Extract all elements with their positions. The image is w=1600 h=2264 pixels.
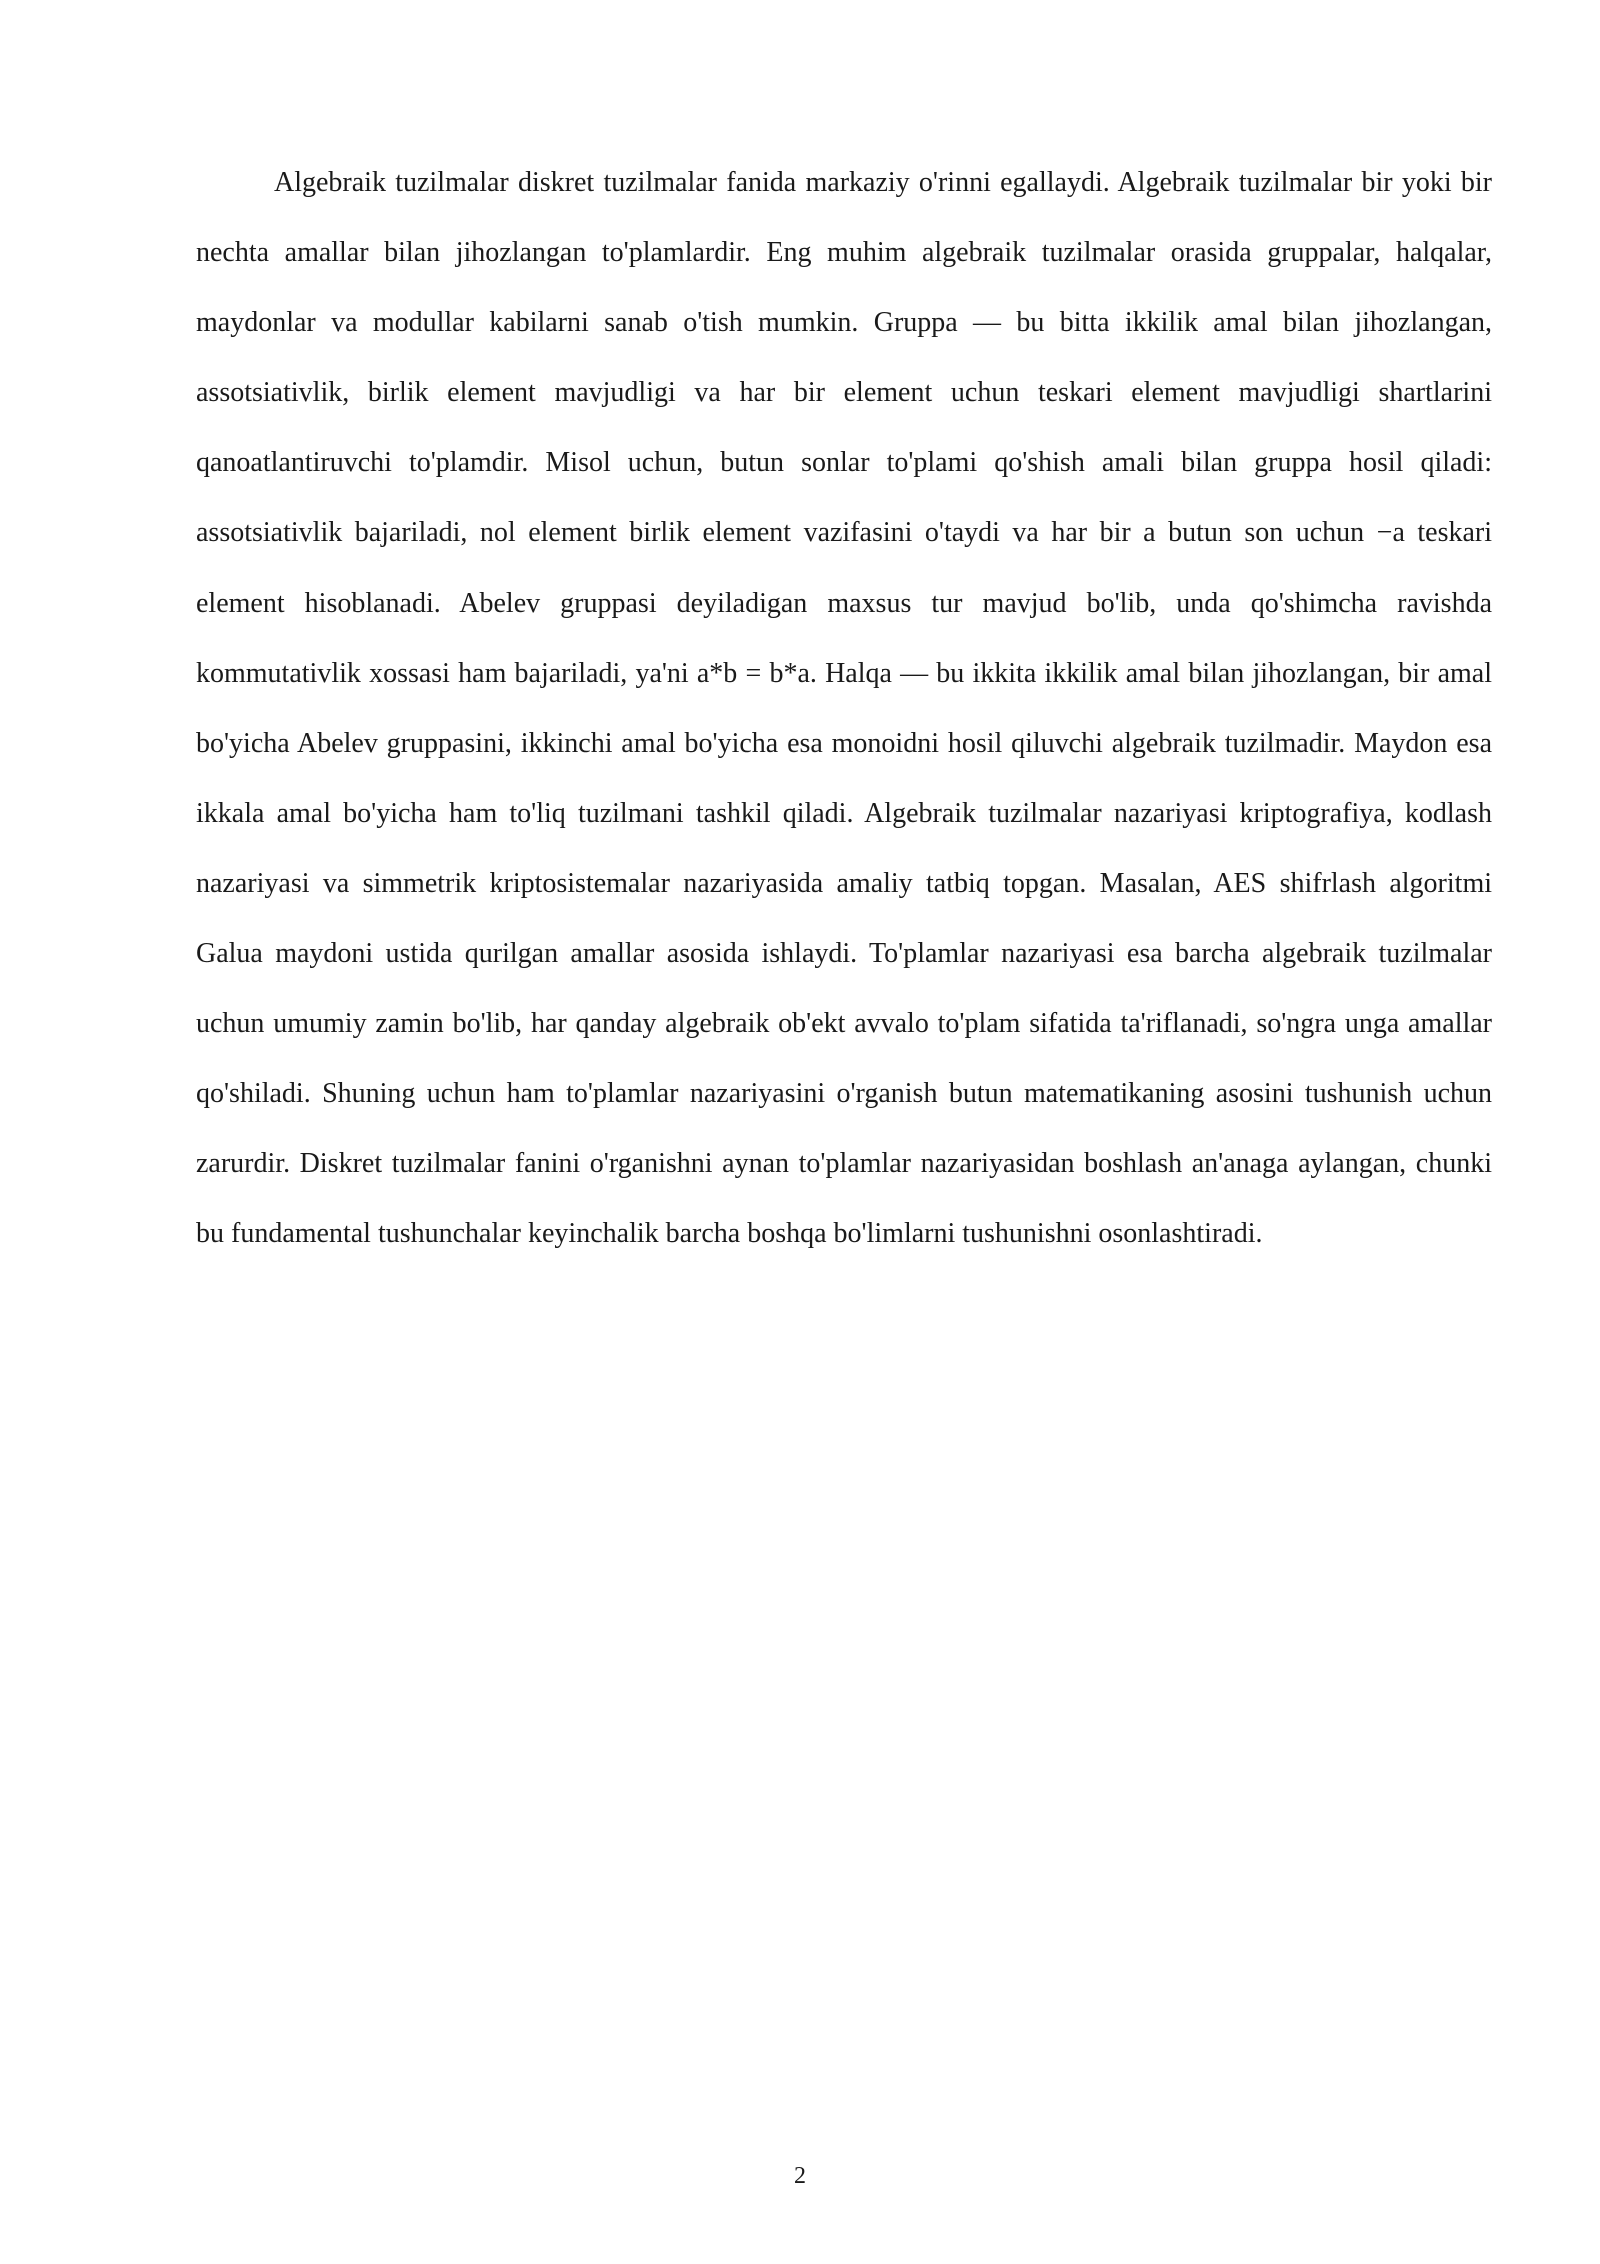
body-paragraph: Algebraik tuzilmalar diskret tuzilmalar fanida markaziy o'rinni egallaydi. Algebraik tuzilmalar bir yoki bir nechta amallar bilan jihozlangan to'plamlardir. Eng muhim algebraik tuzilmalar orasida gruppalar, halqalar, maydonlar va modullar kabilarni sanab o'tish mumkin. Gruppa — bu bitta ikkilik amal bilan jihozlangan, assotsiativlik, birlik element mavjudligi va har bir element uchun teskari element mavjudligi shartlarini qanoatlantiruvchi to'plamdir. Misol uchun, butun sonlar to'plami qo'shish amali bilan gruppa hosil qiladi: assotsiativlik bajariladi, nol element birlik element vazifasini o'taydi va har bir a butun son uchun −a teskari element hisoblanadi. Abelev gruppasi deyiladigan maxsus tur mavjud bo'lib, unda qo'shimcha ravishda kommutativlik xossasi ham bajariladi, ya'ni a*b = b*a. Halqa — bu ikkita ikkilik amal bilan jihozlangan, bir amal bo'yicha Abelev gruppasini, ikkinchi amal bo'yicha esa monoidni hosil qiluvchi algebraik tuzilmadir. Maydon esa ikkala amal bo'yicha ham to'liq tuzilmani tashkil qiladi. Algebraik tuzilmalar nazariyasi kriptografiya, kodlash nazariyasi va simmetrik kriptosistemalar nazariyasida amaliy tatbiq topgan. Masalan, AES shifrlash algoritmi Galua maydoni ustida qurilgan amallar asosida ishlaydi. To'plamlar nazariyasi esa barcha algebraik tuzilmalar uchun umumiy zamin bo'lib, har qanday algebraik ob'ekt avvalo to'plam sifatida ta'riflanadi, so'ngra unga amallar qo'shiladi. Shuning uchun ham to'plamlar nazariyasini o'rganish butun matematikaning asosini tushunish uchun zarurdir. Diskret tuzilmalar fanini o'rganishni aynan to'plamlar nazariyasidan boshlash an'anaga aylangan, chunki bu fundamental tushunchalar keyinchalik barcha boshqa bo'limlarni tushunishni osonlashtiradi. bbox=[196, 167, 1492, 1250]
page-number: 2 bbox=[794, 2163, 806, 2189]
